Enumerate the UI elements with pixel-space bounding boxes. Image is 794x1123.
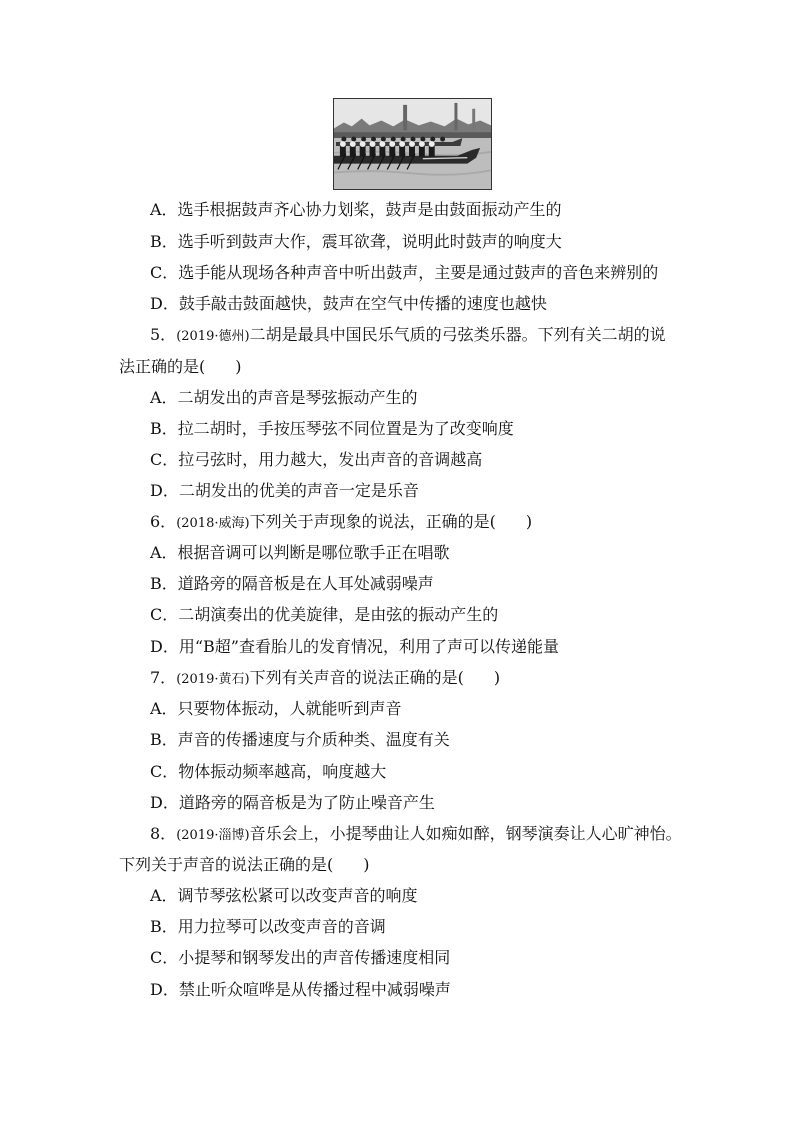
q4-option-d: D．鼓手敲击鼓面越快，鼓声在空气中传播的速度也越快	[150, 294, 547, 313]
q8-source: (2019·淄博)	[176, 828, 250, 843]
q6-option-d: D．用“B超”查看胎儿的发育情况，利用了声可以传递能量	[150, 637, 559, 656]
q5-number: 5．	[150, 325, 177, 344]
q6-stem-text: 下列关于声现象的说法，正确的是(	[249, 512, 496, 531]
q6-source: (2018·威海)	[176, 516, 250, 531]
q5-stem	[150, 325, 666, 347]
q4-option-c: C．选手能从现场各种声音中听出鼓声，主要是通过鼓声的音色来辨别的	[150, 263, 659, 282]
q6-number: 6．	[150, 512, 177, 531]
q5-stem-continued	[119, 357, 242, 377]
q6-option-b: B．道路旁的隔音板是在人耳处减弱噪声	[150, 574, 434, 593]
q4-option-b: B．选手听到鼓声大作，震耳欲聋，说明此时鼓声的响度大	[150, 232, 562, 251]
q5-option-c: C．拉弓弦时，用力越大，发出声音的音调越高	[150, 450, 483, 469]
q5-source: (2019·德州)	[176, 329, 250, 344]
q7-stem	[150, 668, 500, 690]
q8-option-c: C．小提琴和钢琴发出的声音传播速度相同	[150, 948, 451, 967]
q6-option-c: C．二胡演奏出的优美旋律，是由弦的振动产生的	[150, 605, 499, 624]
q7-stem-text: 下列有关声音的说法正确的是(	[249, 668, 464, 687]
q5-option-b: B．拉二胡时，手按压琴弦不同位置是为了改变响度	[150, 419, 514, 438]
q7-number: 7．	[150, 668, 177, 687]
q5-stem-text-2: 法正确的是(	[119, 357, 206, 376]
q8-stem-text-2: 下列关于声音的说法正确的是(	[119, 855, 334, 874]
q7-option-d: D．道路旁的隔音板是为了防止噪音产生	[150, 793, 435, 812]
q5-stem-text: 二胡是最具中国民乐气质的弓弦类乐器。下列有关二胡的说	[249, 325, 666, 344]
q8-stem	[150, 824, 682, 846]
q6-option-a: A．根据音调可以判断是哪位歌手正在唱歌	[150, 543, 450, 562]
dragon-boat-race-photo	[333, 98, 492, 190]
q5-option-a: A．二胡发出的声音是琴弦振动产生的	[150, 388, 418, 407]
q8-option-a: A．调节琴弦松紧可以改变声音的响度	[150, 886, 418, 905]
q6-stem	[150, 512, 532, 534]
q8-stem-text: 音乐会上，小提琴曲让人如痴如醉，钢琴演奏让人心旷神怡。	[249, 824, 682, 843]
q6-stem-end: )	[525, 512, 533, 531]
q7-option-b: B．声音的传播速度与介质种类、温度有关	[150, 730, 450, 749]
q8-number: 8．	[150, 824, 177, 843]
q7-option-a: A．只要物体振动，人就能听到声音	[150, 699, 402, 718]
q5-stem-end: )	[235, 357, 242, 376]
q7-option-c: C．物体振动频率越高，响度越大	[150, 762, 387, 781]
q8-option-d: D．禁止听众喧哗是从传播过程中减弱噪声	[150, 980, 451, 999]
q7-source: (2019·黄石)	[176, 672, 250, 687]
q4-option-a: A．选手根据鼓声齐心协力划桨，鼓声是由鼓面振动产生的	[150, 200, 562, 219]
q5-option-d: D．二胡发出的优美的声音一定是乐音	[150, 481, 419, 500]
q8-option-b: B．用力拉琴可以改变声音的音调	[150, 917, 386, 936]
q8-stem-continued	[119, 855, 370, 875]
q8-stem-end: )	[363, 855, 370, 874]
q7-stem-end: )	[493, 668, 501, 687]
dragon-boat-image	[334, 99, 491, 189]
